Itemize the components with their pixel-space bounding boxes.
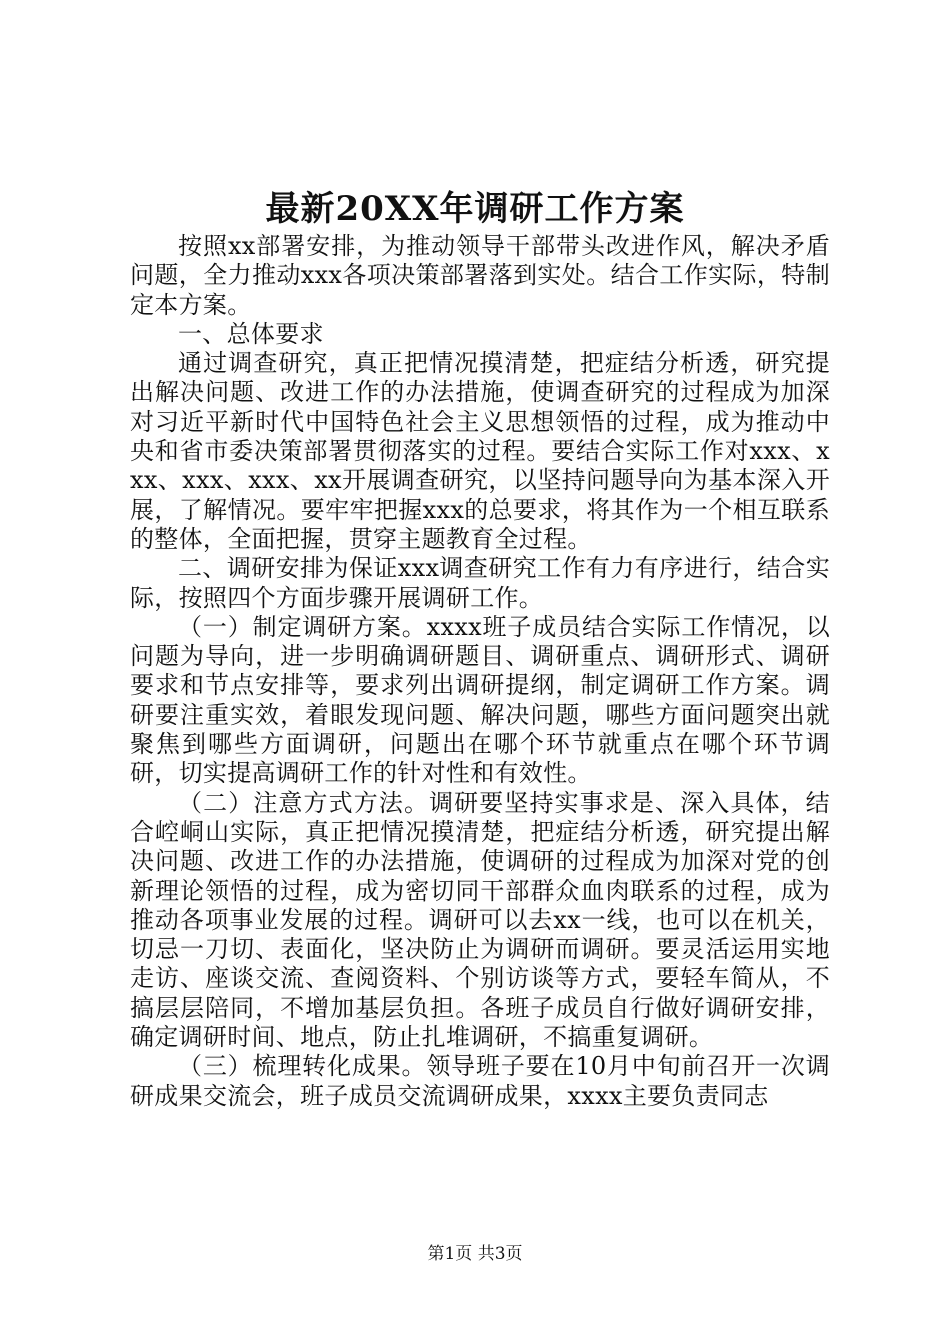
paragraph-step-1: （一）制定调研方案。xxxx班子成员结合实际工作情况，以问题为导向，进一步明确调研题目、调研重点、调研形式、调研要求和节点安排等，要求列出调研提纲，制定调研工作方案。调研要注重实效，着眼发现问题、解决问题，哪些方面问题突出就聚焦到哪些方面调研，问题出在哪个环节就重点在哪个环节调研，切实提高调研工作的针对性和有效性。 — [130, 612, 830, 788]
paragraph-general-requirements: 通过调查研究，真正把情况摸清楚，把症结分析透，研究提出解决问题、改进工作的办法措施，使调查研究的过程成为加深对习近平新时代中国特色社会主义思想领悟的过程，成为推动中央和省市委决策部署贯彻落实的过程。要结合实际工作对xxx、xxx、xxx、xxx、xx开展调查研究，以坚持问题导向为基本深入开展，了解情况。要牢牢把握xxx的总要求，将其作为一个相互联系的整体，全面把握，贯穿主题教育全过程。 — [130, 349, 830, 553]
document-title: 最新20XX年调研工作方案 — [265, 189, 685, 229]
document-body — [130, 232, 830, 1111]
section-heading-research-arrangement: 二、调研安排为保证xxx调查研究工作有力有序进行，结合实际，按照四个方面步骤开展调研工作。 — [130, 554, 830, 612]
page-footer: 第1页 共3页 — [427, 1244, 523, 1264]
paragraph-intro: 按照xx部署安排，为推动领导干部带头改进作风，解决矛盾问题，全力推动xxx各项决策部署落到实处。结合工作实际，特制定本方案。 — [130, 232, 830, 319]
paragraph-step-2: （二）注意方式方法。调研要坚持实事求是、深入具体，结合崆峒山实际，真正把情况摸清楚，把症结分析透，研究提出解决问题、改进工作的办法措施，使调研的过程成为加深对党的创新理论领悟的过程，成为密切同干部群众血肉联系的过程，成为推动各项事业发展的过程。调研可以去xx一线，也可以在机关，切忌一刀切、表面化，坚决防止为调研而调研。要灵活运用实地走访、座谈交流、查阅资料、个别访谈等方式，要轻车简从，不搞层层陪同，不增加基层负担。各班子成员自行做好调研安排，确定调研时间、地点，防止扎堆调研，不搞重复调研。 — [130, 788, 830, 1052]
paragraph-step-3: （三）梳理转化成果。领导班子要在10月中旬前召开一次调研成果交流会，班子成员交流调研成果，xxxx主要负责同志 — [130, 1052, 830, 1110]
section-heading-general-requirements: 一、总体要求 — [178, 319, 324, 348]
